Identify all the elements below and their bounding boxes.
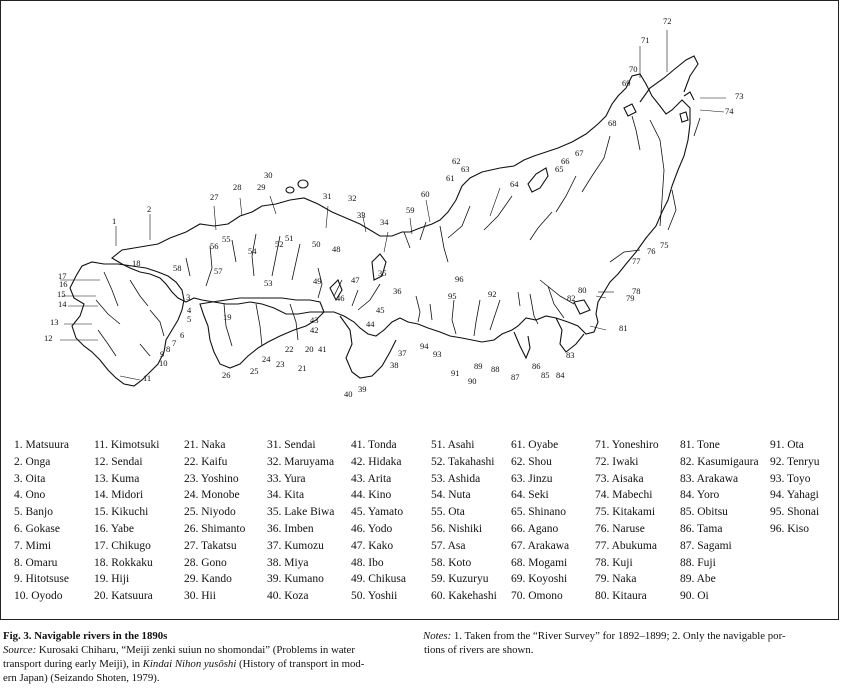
legend-item: 40. Koza xyxy=(267,590,309,603)
river-number-label: 7 xyxy=(172,338,177,348)
river-number-label: 92 xyxy=(488,289,497,299)
legend-item: 42. Hidaka xyxy=(351,455,402,468)
river-number-label: 22 xyxy=(285,344,294,354)
river-number-label: 79 xyxy=(626,293,635,303)
river-number-label: 53 xyxy=(264,278,273,288)
river-number-label: 17 xyxy=(58,271,67,281)
legend-item: 5. Banjo xyxy=(14,506,53,519)
river-number-label: 36 xyxy=(393,286,402,296)
river-number-label: 27 xyxy=(210,192,219,202)
legend-item: 61. Oyabe xyxy=(511,439,559,451)
source-line-3: ern Japan) (Seizando Shoten, 1979). xyxy=(3,672,160,684)
river-number-label: 42 xyxy=(310,325,319,335)
legend-item: 4. Ono xyxy=(14,489,46,502)
legend-item: 47. Kako xyxy=(351,539,394,552)
legend-column xyxy=(94,437,159,605)
legend-item: 78. Kuji xyxy=(595,556,633,569)
legend-item: 49. Chikusa xyxy=(351,573,406,586)
river-number-label: 15 xyxy=(57,289,66,299)
legend-item: 66. Agano xyxy=(511,522,559,535)
legend-item: 72. Iwaki xyxy=(595,455,639,468)
river-legend xyxy=(14,437,839,617)
legend-item: 43. Arita xyxy=(351,472,392,485)
river-number-label: 28 xyxy=(233,182,242,192)
legend-item: 6. Gokase xyxy=(14,522,60,535)
river-number-label: 86 xyxy=(532,361,541,371)
legend-item: 26. Shimanto xyxy=(184,522,246,535)
river-number-label: 37 xyxy=(398,348,407,358)
river-number-label: 64 xyxy=(510,179,519,189)
legend-item: 89. Abe xyxy=(680,573,716,586)
notes-line-1: 1. Taken from the “River Survey” for 1892–1899; 2. Only the navigable por- xyxy=(453,630,786,642)
river-number-label: 19 xyxy=(223,312,232,322)
legend-item: 8. Omaru xyxy=(14,556,58,569)
legend-item: 84. Yoro xyxy=(680,489,720,502)
legend-item: 36. Imben xyxy=(267,522,314,535)
river-number-label: 11 xyxy=(143,373,152,383)
legend-item: 25. Niyodo xyxy=(184,506,236,519)
legend-item: 75. Kitakami xyxy=(595,506,656,519)
river-number-label: 13 xyxy=(50,317,59,327)
legend-item: 92. Tenryu xyxy=(770,455,820,468)
legend-column xyxy=(351,437,406,605)
legend-item: 87. Sagami xyxy=(680,539,732,552)
river-number-label: 74 xyxy=(725,106,734,116)
river-number-label: 67 xyxy=(575,148,584,158)
river-number-label: 61 xyxy=(446,173,455,183)
legend-item: 14. Midori xyxy=(94,489,144,502)
legend-item: 77. Abukuma xyxy=(595,539,657,552)
river-number-label: 18 xyxy=(132,258,141,268)
legend-item: 95. Shonai xyxy=(770,506,820,519)
legend-item: 54. Nuta xyxy=(431,489,471,502)
river-number-label: 34 xyxy=(380,217,389,227)
notes-label: Notes: xyxy=(423,630,452,642)
river-number-label: 83 xyxy=(566,350,575,360)
river-number-label: 16 xyxy=(59,279,68,289)
legend-item: 3. Oita xyxy=(14,472,46,485)
fig-label: Fig. 3. xyxy=(3,630,32,642)
legend-item: 33. Yura xyxy=(267,472,306,485)
legend-item: 59. Kuzuryu xyxy=(431,573,489,586)
legend-item: 48. Ibo xyxy=(351,556,384,569)
legend-column xyxy=(770,437,819,538)
legend-item: 51. Asahi xyxy=(431,439,475,451)
river-number-label: 68 xyxy=(608,118,617,128)
river-number-label: 3 xyxy=(186,292,191,302)
river-number-label: 47 xyxy=(351,275,360,285)
river-number-label: 57 xyxy=(214,266,223,276)
river-number-label: 30 xyxy=(264,170,273,180)
river-number-label: 31 xyxy=(323,191,332,201)
legend-item: 74. Mabechi xyxy=(595,489,653,502)
legend-item: 24. Monobe xyxy=(184,489,240,502)
legend-item: 96. Kiso xyxy=(770,522,809,535)
legend-item: 58. Koto xyxy=(431,556,472,569)
river-number-label: 75 xyxy=(660,240,669,250)
river-number-label: 55 xyxy=(222,234,231,244)
river-number-label: 49 xyxy=(313,276,322,286)
legend-item: 94. Yahagi xyxy=(770,489,819,502)
legend-column xyxy=(511,437,569,605)
river-number-label: 25 xyxy=(250,366,259,376)
river-number-label: 59 xyxy=(406,205,415,215)
river-number-label: 73 xyxy=(735,91,744,101)
river-number-label: 66 xyxy=(561,156,570,166)
river-number-label: 26 xyxy=(222,370,231,380)
river-number-label: 80 xyxy=(578,285,587,295)
legend-item: 1. Matsuura xyxy=(14,439,69,451)
legend-item: 90. Oi xyxy=(680,590,709,603)
river-number-label: 1 xyxy=(112,216,117,226)
legend-item: 20. Katsuura xyxy=(94,590,153,603)
legend-item: 29. Kando xyxy=(184,573,232,586)
river-number-label: 38 xyxy=(390,360,399,370)
legend-item: 45. Yamato xyxy=(351,506,404,519)
river-number-label: 39 xyxy=(358,384,367,394)
river-number-label: 60 xyxy=(421,189,430,199)
legend-item: 9. Hitotsuse xyxy=(14,573,69,586)
legend-item: 41. Tonda xyxy=(351,439,397,451)
river-number-label: 69 xyxy=(622,78,631,88)
legend-item: 73. Aisaka xyxy=(595,472,644,485)
legend-column xyxy=(14,437,69,605)
river-number-label: 81 xyxy=(619,323,628,333)
river-number-label: 9 xyxy=(160,349,165,359)
river-number-label: 20 xyxy=(305,344,314,354)
source-line-1: Kurosaki Chiharu, “Meiji zenki suiun no shomondai” (Problems in water xyxy=(38,644,355,656)
river-number-label: 65 xyxy=(555,164,564,174)
legend-item: 56. Nishiki xyxy=(431,522,483,535)
river-number-label: 2 xyxy=(147,204,152,214)
legend-item: 18. Rokkaku xyxy=(94,556,153,569)
river-number-label: 96 xyxy=(455,274,464,284)
river-number-label: 40 xyxy=(344,389,353,399)
legend-item: 22. Kaifu xyxy=(184,455,228,468)
legend-item: 21. Naka xyxy=(184,439,226,451)
legend-item: 12. Sendai xyxy=(94,455,143,468)
legend-item: 44. Kino xyxy=(351,489,392,502)
legend-item: 46. Yodo xyxy=(351,522,393,535)
river-number-label: 62 xyxy=(452,156,461,166)
source-line-2-pre: transport during early Meiji), in xyxy=(3,658,143,670)
legend-item: 76. Naruse xyxy=(595,522,645,535)
river-number-label: 33 xyxy=(357,210,366,220)
legend-item: 53. Ashida xyxy=(431,472,481,485)
source-line-2-post: (History of transport in mod- xyxy=(236,658,365,670)
legend-item: 19. Hiji xyxy=(94,573,130,586)
river-number-label: 72 xyxy=(663,16,672,26)
river-number-label: 45 xyxy=(376,305,385,315)
legend-item: 57. Asa xyxy=(431,539,466,552)
river-number-label: 63 xyxy=(461,164,470,174)
legend-item: 88. Fuji xyxy=(680,556,716,569)
legend-item: 81. Tone xyxy=(680,439,720,451)
river-number-label: 6 xyxy=(180,330,185,340)
legend-item: 32. Maruyama xyxy=(267,455,335,468)
river-number-label: 70 xyxy=(629,64,638,74)
river-number-label: 12 xyxy=(44,333,53,343)
river-number-label: 85 xyxy=(541,370,550,380)
legend-item: 2. Onga xyxy=(14,455,51,468)
source-label: Source: xyxy=(3,644,37,656)
legend-item: 71. Yoneshiro xyxy=(595,439,659,451)
legend-item: 28. Gono xyxy=(184,556,227,569)
legend-item: 64. Seki xyxy=(511,489,549,502)
legend-item: 13. Kuma xyxy=(94,472,140,485)
legend-item: 55. Ota xyxy=(431,506,465,519)
legend-item: 37. Kumozu xyxy=(267,539,324,552)
legend-column xyxy=(267,437,334,605)
source-book-title: Kindai Nihon yusōshi xyxy=(142,658,237,670)
river-number-labels xyxy=(44,16,744,399)
river-number-label: 29 xyxy=(257,182,266,192)
river-number-label: 90 xyxy=(468,376,477,386)
legend-item: 27. Takatsu xyxy=(184,539,237,552)
legend-item: 82. Kasumigaura xyxy=(680,455,759,468)
notes-line-2: tions of rivers are shown. xyxy=(424,644,534,656)
river-number-label: 82 xyxy=(567,293,576,303)
river-number-label: 4 xyxy=(187,305,192,315)
legend-column xyxy=(431,437,497,605)
legend-item: 86. Tama xyxy=(680,522,723,535)
river-number-label: 78 xyxy=(632,286,641,296)
river-number-label: 23 xyxy=(276,359,285,369)
river-number-label: 5 xyxy=(187,314,192,324)
figure-caption xyxy=(3,629,839,691)
legend-item: 23. Yoshino xyxy=(184,472,239,485)
legend-item: 10. Oyodo xyxy=(14,590,63,603)
river-number-label: 88 xyxy=(491,364,500,374)
legend-item: 34. Kita xyxy=(267,489,305,502)
river-number-label: 43 xyxy=(310,315,319,325)
legend-item: 62. Shou xyxy=(511,455,552,468)
river-number-label: 94 xyxy=(420,341,429,351)
river-number-label: 32 xyxy=(348,193,357,203)
legend-item: 69. Koyoshi xyxy=(511,573,568,586)
river-number-label: 89 xyxy=(474,361,483,371)
river-number-label: 44 xyxy=(366,319,375,329)
legend-item: 65. Shinano xyxy=(511,506,566,519)
legend-item: 30. Hii xyxy=(184,590,216,603)
legend-item: 7. Mimi xyxy=(14,539,52,552)
legend-item: 16. Yabe xyxy=(94,522,134,535)
river-number-label: 35 xyxy=(378,268,387,278)
river-number-label: 46 xyxy=(336,293,345,303)
river-number-label: 8 xyxy=(166,344,171,354)
river-number-label: 93 xyxy=(433,349,442,359)
river-number-label: 10 xyxy=(159,358,168,368)
legend-item: 52. Takahashi xyxy=(431,455,495,468)
legend-column xyxy=(184,437,245,605)
river-number-label: 24 xyxy=(262,354,271,364)
river-number-label: 48 xyxy=(332,244,341,254)
legend-item: 60. Kakehashi xyxy=(431,590,497,603)
legend-item: 50. Yoshii xyxy=(351,590,398,603)
legend-item: 79. Naka xyxy=(595,573,637,586)
river-number-label: 58 xyxy=(173,263,182,273)
legend-item: 11. Kimotsuki xyxy=(94,439,160,451)
river-number-label: 14 xyxy=(58,299,67,309)
legend-item: 39. Kumano xyxy=(267,573,324,586)
river-number-label: 54 xyxy=(248,246,257,256)
river-number-label: 52 xyxy=(275,239,284,249)
legend-item: 31. Sendai xyxy=(267,439,316,451)
river-number-label: 95 xyxy=(448,291,457,301)
legend-item: 68. Mogami xyxy=(511,556,568,569)
river-number-label: 77 xyxy=(632,256,641,266)
legend-item: 63. Jinzu xyxy=(511,472,553,485)
legend-item: 70. Omono xyxy=(511,590,563,603)
legend-item: 15. Kikuchi xyxy=(94,506,149,519)
legend-column xyxy=(595,437,659,605)
legend-column xyxy=(680,437,759,605)
river-number-label: 41 xyxy=(318,344,327,354)
river-number-label: 21 xyxy=(298,363,307,373)
legend-item: 83. Arakawa xyxy=(680,472,739,485)
legend-item: 35. Lake Biwa xyxy=(267,506,335,519)
fig-title: Navigable rivers in the 1890s xyxy=(34,630,168,642)
legend-item: 93. Toyo xyxy=(770,472,811,485)
legend-item: 80. Kitaura xyxy=(595,590,647,603)
legend-item: 67. Arakawa xyxy=(511,539,570,552)
river-number-label: 84 xyxy=(556,370,565,380)
river-number-label: 50 xyxy=(312,239,321,249)
river-number-label: 87 xyxy=(511,372,520,382)
river-number-label: 51 xyxy=(285,233,294,243)
river-number-label: 91 xyxy=(451,368,460,378)
river-number-label: 76 xyxy=(647,246,656,256)
legend-item: 91. Ota xyxy=(770,439,804,451)
river-number-label: 56 xyxy=(210,241,219,251)
legend-item: 17. Chikugo xyxy=(94,539,151,552)
legend-item: 38. Miya xyxy=(267,556,309,569)
legend-item: 85. Obitsu xyxy=(680,506,728,519)
river-number-label: 71 xyxy=(641,35,650,45)
